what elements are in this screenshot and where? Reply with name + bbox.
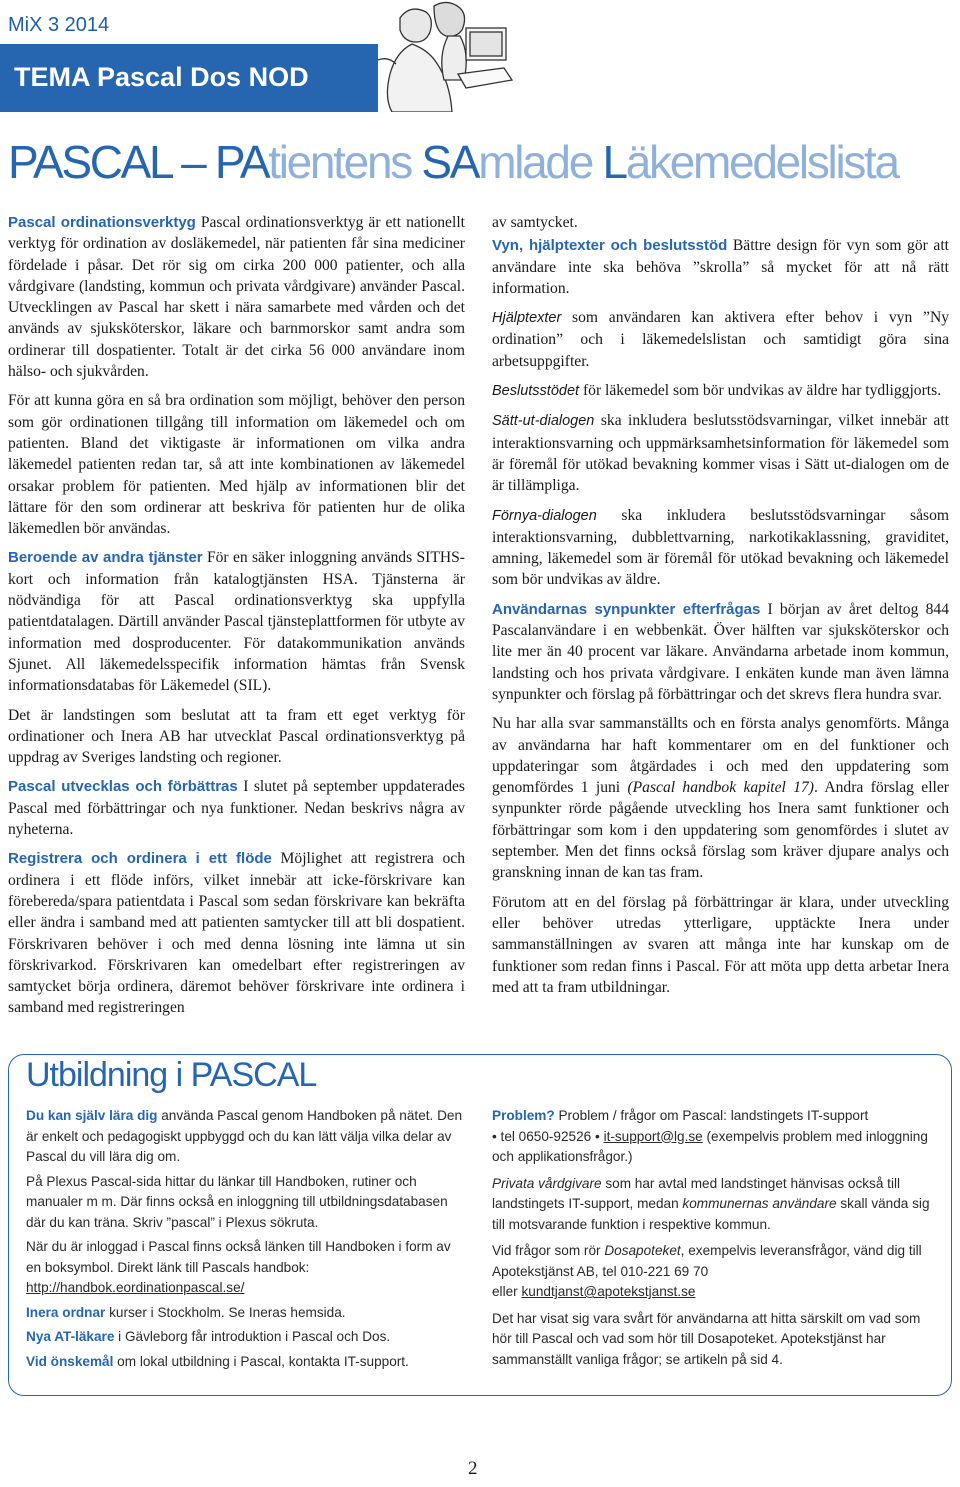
- paragraph-text: För en säker inloggning används SITHS-kort och information från katalogtjänsten HSA. Tjänsterna är nödvändiga för att Pascal ordinationsverktyg ska uppfylla patientdatalagen. Därtill använder Pascal tjänsteplattformen för utbyte av information med dosproducenter. För datakommunikation används Sjunet. All läkemedelsspecifik information hämtas från Svensk informationsdatabas för Läkemedel (SIL).: [8, 549, 465, 695]
- it-support-email-link[interactable]: it-support@lg.se: [603, 1128, 703, 1144]
- paragraph-text: Nu har alla svar sammanställts och en första analys genomförts. Många av användarna har haft kommentarer om en del funktioner och uppdateringar som åtgärdades i och med den uppdatering som genomfördes 1 juni: [492, 715, 949, 797]
- section-heading: Användarnas synpunkter efterfrågas: [492, 600, 761, 618]
- paragraph-text: I början av året deltog 844 Pascalanvändare i en webbenkät. Över hälften var sjuksköterskor och lite mer än 40 procent var läkare. Användarna arbetade inom kommun, landsting och hos privata vårdgivare. I enkäten kunde man även lämna synpunkter och förslag på förbättringar och det skrevs flera hundra svar.: [492, 600, 949, 703]
- box-paragraph: [26, 1352, 466, 1373]
- box-heading: Nya AT-läkare: [26, 1329, 115, 1344]
- box-text: Vid frågor som rör: [492, 1243, 605, 1258]
- box-text: skall vända sig till motsvarande funktion i respektive kommun.: [492, 1196, 930, 1232]
- paragraph: [492, 505, 949, 591]
- paragraph-text: Pascal ordinationsverktyg är ett nationellt verktyg för ordination av dosläkemedel, när patienten får sina mediciner fördelade i påsar. Det rör sig om cirka 200 000 patienter, och alla vårdgivare (landsting, kommun och privata vårdgivare) använder Pascal. Utvecklingen av Pascal har skett i nära samarbete med vården och det används av sjuksköterskor, läkare och barnmorskor samt andra som ordinerar till dospatienter. Totalt är det cirka 56 000 användare inom hälso- och sjukvården.: [8, 214, 465, 381]
- handbook-link[interactable]: http://handbok.eordinationpascal.se/: [26, 1280, 245, 1295]
- right-column: [492, 212, 949, 1006]
- info-box-right: [492, 1106, 942, 1374]
- box-text: använda Pascal genom Handboken på nätet. Den är enkelt och pedagogiskt uppbyggd och du kan lätt välja vilka delar av Pascal du vill lära dig om.: [26, 1108, 463, 1164]
- box-paragraph: På Plexus Pascal-sida hittar du länkar till Handboken, rutiner och manualer m m. Där finns också en inloggning till utbildningsdatabasen där du kan träna. Skriv ”pascal” i Plexus sökruta.: [26, 1173, 448, 1230]
- box-paragraph: [26, 1237, 466, 1299]
- box-heading: Du kan själv lära dig: [26, 1108, 158, 1123]
- paragraph-text: Bättre design för vyn som gör att användare inte ska behöva ”skrolla” så mycket för att nå rätt information.: [492, 237, 949, 297]
- theme-label: TEMA Pascal Dos NOD: [14, 62, 309, 92]
- paragraph: Det är landstingen som beslutat att ta fram ett eget verktyg för ordinationer och Inera AB har utvecklat Pascal ordinationsverktyg på uppdrag av Sveriges landsting och regioner.: [8, 706, 465, 767]
- info-box-left: [26, 1106, 466, 1376]
- box-text: i Gävleborg får introduktion i Pascal och Dos.: [114, 1329, 391, 1344]
- paragraph-text: ska inkludera beslutsstödsvarningar, vilket innebär att interaktionsvarning och uppmärksamhetsinformation för läkemedel som är föremål för utökad bevakning kommer visas i Sätt ut-dialogen om de är tillämpliga.: [492, 412, 949, 495]
- title-pascal: PASCAL: [8, 136, 171, 188]
- paragraph: [8, 848, 465, 1018]
- phone-text: • tel 0650-92526 •: [492, 1128, 604, 1144]
- section-heading: Vyn, hjälptexter och beslutsstöd: [492, 237, 728, 255]
- box-paragraph: [26, 1303, 466, 1324]
- item-heading: Sätt-ut-dialogen: [492, 413, 595, 430]
- box-text: Problem / frågor om Pascal: landstingets IT-support: [554, 1108, 869, 1123]
- item-heading: Beslutsstödet: [492, 383, 580, 400]
- emphasis-text: Privata vårdgivare: [492, 1175, 602, 1191]
- box-text: (exempelvis problem med inloggning och applikationsfrågor.): [492, 1128, 928, 1164]
- box-text: kurser i Stockholm. Se Ineras hemsida.: [105, 1304, 346, 1320]
- item-heading: Hjälptexter: [492, 310, 562, 327]
- paragraph: För att kunna göra en så bra ordination som möjligt, behöver den person som gör ordinationen tillgång till information om läkemedel och om patienten. Bland det viktigaste är informationen om vilka andra läkemedel patienten redan tar, så att inte kombinationen av läkemedel orsakar problem för patienten. Med hjälp av informationen blir det lättare för den som ordinerar att beskriva för patienten hur de olika läkemedlen bör användas.: [8, 392, 465, 538]
- emphasis-text: Dosapoteket: [604, 1243, 681, 1258]
- section-heading: Beroende av andra tjänster: [8, 549, 203, 567]
- reference-note: (Pascal handbok kapitel 17): [627, 779, 814, 797]
- box-paragraph: [492, 1106, 942, 1168]
- paragraph-text: I slutet på september uppdaterades Pascal med förbättringar och nya funktioner. Nedan beskrivs några av nyheterna.: [8, 778, 466, 839]
- box-text: som har avtal med landstinget hänvisas också till landstingets IT-support, medan: [492, 1175, 901, 1211]
- paragraph: [492, 410, 949, 496]
- title-part-tientens: tientens: [268, 136, 422, 188]
- paragraph: [492, 599, 949, 705]
- paragraph: [8, 212, 465, 382]
- box-text: om lokal utbildning i Pascal, kontakta IT-support.: [113, 1353, 409, 1369]
- box-paragraph: Det har visat sig vara svårt för användarna att hitta särskilt om vad som hör till Pascal och vad som hör till Dosapoteket. Apotekstjänst har sammanställt vanliga frågor; se artikeln på sid 4.: [492, 1310, 921, 1367]
- magazine-issue: MiX 3 2014: [8, 14, 110, 36]
- title-part-mlade: mlade: [478, 136, 603, 188]
- paragraph: [8, 776, 465, 840]
- paragraph-text: som användaren kan aktivera efter behov i vyn ”Ny ordination” och i läkemedelslistan och samtidigt göra sina arbetsuppgifter.: [492, 309, 949, 370]
- paragraph: av samtycket.: [492, 214, 578, 231]
- info-box-title: Utbildning i PASCAL: [26, 1056, 322, 1095]
- box-heading: Inera ordnar: [26, 1304, 106, 1320]
- paragraph-text: . Andra förslag eller synpunkter rörde pågående utveckling hos Inera samt funktioner och förbättringar som kom i den uppdatering som genomfördes i slutet av september. Men det finns också förslag som kräver djupare analys och granskning innan de kan tas fram.: [492, 779, 949, 882]
- paragraph: Förutom att en del förslag på förbättringar är klara, under utveckling eller behöver utredas ytterligare, upptäckte Inera under sammanställningen av svaren att många inte har kunskap om de funktioner som redan finns i Pascal. För att möta upp detta arbetar Inera med att ta fram utbildningar.: [492, 893, 949, 996]
- paragraph: [492, 307, 949, 372]
- paragraph-text: Möjlighet att registrera och ordinera i ett flöde införs, vilket innebär att icke-förskrivare kan förebereda/spara patientdata i Pascal som sedan förskrivare kan bekräfta eller ändra i samband med att patienten samtycker till att bli dospatient. Förskrivaren behöver i och med denna lösning inte lämna ut sin förskrivarkod. Förskrivaren kan omedelbart efter registreringen av samtycket börja ordinera, däremot behöver förskrivare inte ordinera i samband med registreringen: [8, 850, 465, 1017]
- title-part-akemedelslista: äkemedelslista: [625, 136, 898, 188]
- theme-banner: [0, 44, 378, 112]
- paragraph: [492, 235, 949, 299]
- section-heading: Pascal ordinationsverktyg: [8, 214, 196, 231]
- box-text: , exempelvis leveransfrågor, vänd dig till Apotekstjänst AB, tel 010-221 69 70: [492, 1243, 922, 1279]
- apotekstjanst-email-link[interactable]: kundtjanst@apotekstjanst.se: [521, 1284, 696, 1299]
- illustration-nurses-computer: [338, 0, 516, 112]
- title-part-pa: PA: [214, 136, 269, 188]
- title-dash: –: [170, 136, 215, 188]
- box-text: När du är inloggad i Pascal finns också länken till Handboken i form av en boksymbol. Direkt länk till Pascals handbok:: [26, 1239, 451, 1275]
- paragraph: [492, 713, 949, 883]
- emphasis-text: kommunernas användare: [682, 1196, 837, 1211]
- box-paragraph: [492, 1241, 942, 1303]
- page-number: 2: [468, 1458, 478, 1479]
- paragraph: [8, 547, 465, 696]
- box-paragraph: [26, 1327, 466, 1348]
- title-part-l: L: [602, 136, 626, 188]
- box-heading: Vid önskemål: [26, 1353, 114, 1369]
- title-part-sa: SA: [421, 136, 479, 188]
- left-column: [8, 212, 465, 1027]
- item-heading: Förnya-dialogen: [492, 507, 597, 524]
- paragraph-text: ska inkludera beslutsstödsvarningar såsom interaktionsvarning, dubblettvarning, narkotikaklassning, graviditet, amning, läkemedel som är föremål för utökad bevakning och läkemedel som bör undvikas av äldre.: [492, 506, 949, 589]
- box-text: eller: [492, 1284, 522, 1299]
- paragraph-text: för läkemedel som bör undvikas av äldre har tydliggjorts.: [579, 382, 942, 400]
- box-paragraph: [492, 1174, 942, 1236]
- box-heading: Problem?: [492, 1108, 555, 1123]
- article-title: [8, 135, 960, 189]
- section-heading: Pascal utvecklas och förbättras: [8, 778, 238, 796]
- section-heading: Registrera och ordinera i ett flöde: [8, 850, 272, 868]
- box-paragraph: [26, 1106, 466, 1168]
- paragraph: [492, 380, 949, 402]
